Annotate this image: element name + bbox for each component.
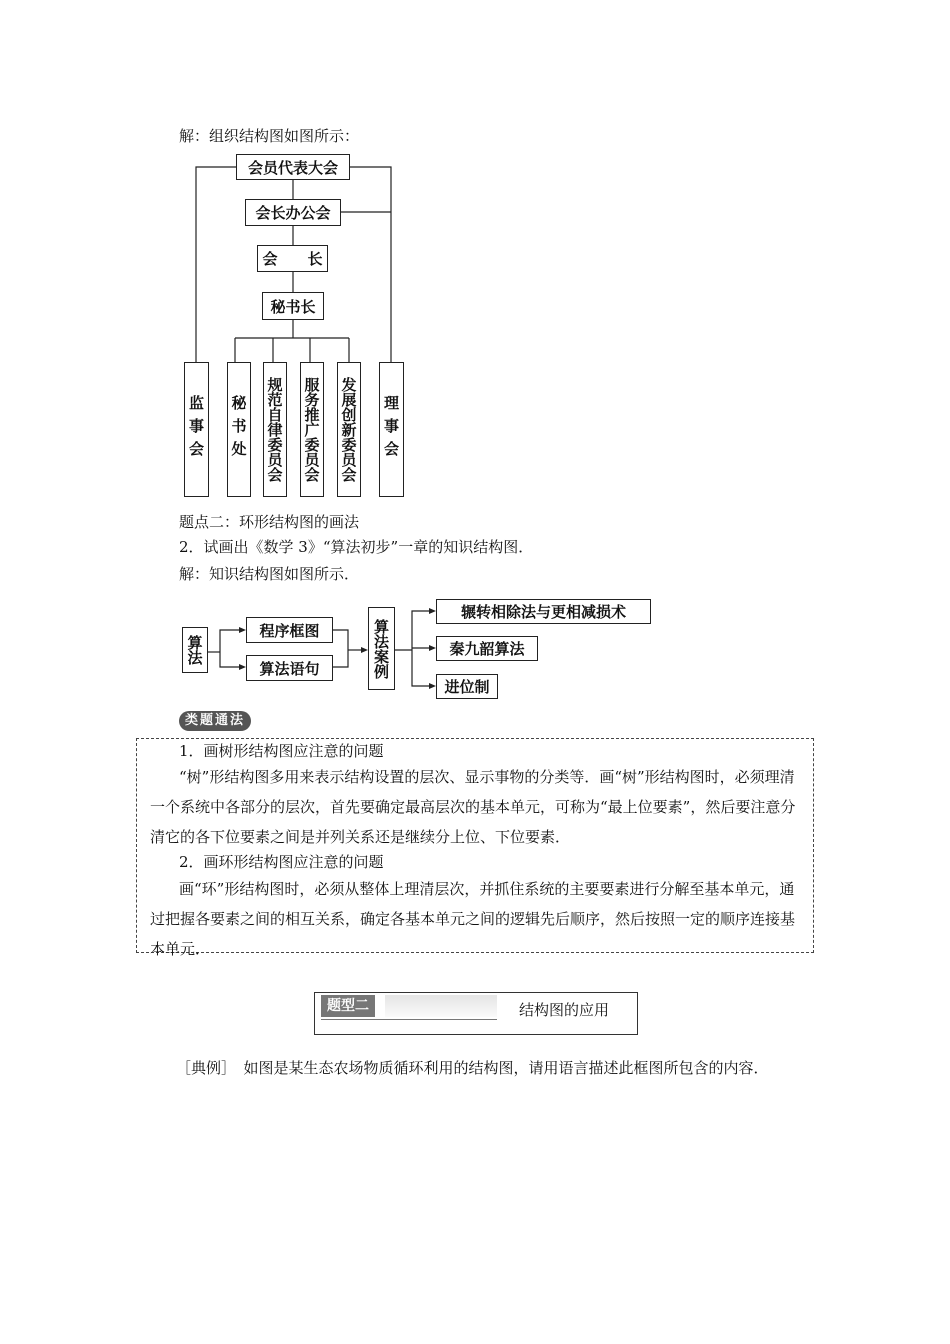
algo-box-statements: 算法语句 bbox=[246, 655, 333, 681]
example-text: ［典例］ 如图是某生态农场物质循环利用的结构图，请用语言描述此框图所包含的内容． bbox=[176, 1059, 769, 1077]
point-2-heading: 题点二：环形结构图的画法 bbox=[179, 513, 360, 531]
notes-heading-1: 1．画树形结构图应注意的问题 bbox=[179, 742, 384, 760]
org-box-committee-3: 发展创新委员会 bbox=[337, 362, 361, 497]
org-box-office: 会长办公会 bbox=[245, 199, 341, 226]
question-2: 2．试画出《数学 3》“算法初步”一章的知识结构图． bbox=[179, 538, 534, 556]
algo-box-base: 进位制 bbox=[436, 674, 498, 699]
notes-heading-2: 2．画环形结构图应注意的问题 bbox=[179, 853, 384, 871]
algo-box-root: 算法 bbox=[182, 627, 208, 673]
header-underline bbox=[321, 1019, 497, 1020]
org-box-top: 会员代表大会 bbox=[236, 154, 350, 180]
algo-box-flowchart: 程序框图 bbox=[246, 617, 333, 643]
solution-1-text: 解：组织结构图如图所示： bbox=[179, 127, 360, 145]
algo-box-qin: 秦九韶算法 bbox=[436, 636, 538, 661]
org-box-committee-2: 服务推广委员会 bbox=[300, 362, 324, 497]
algo-box-gcd: 辗转相除法与更相减损术 bbox=[436, 599, 651, 624]
solution-2-text: 解：知识结构图如图所示． bbox=[179, 565, 360, 583]
question-type-label: 题型二 bbox=[321, 995, 375, 1017]
method-badge: 类题通法 bbox=[179, 711, 251, 731]
notes-paragraph-2: 画“环”形结构图时，必须从整体上理清层次，并抓住系统的主要要素进行分解至基本单元，通过把握各要素之间的相互关系，确定各基本单元之间的逻辑先后顺序，然后按照一定的顺序连接基本单元． bbox=[150, 880, 796, 958]
org-box-secretariat: 秘书处 bbox=[227, 362, 251, 497]
org-box-supervisory: 监事会 bbox=[184, 362, 209, 497]
org-box-committee-1: 规范自律委员会 bbox=[263, 362, 287, 497]
org-box-council: 理事会 bbox=[379, 362, 404, 497]
notes-paragraph-1: “树”形结构图多用来表示结构设置的层次、显示事物的分类等．画“树”形结构图时，必须理清一个系统中各部分的层次，首先要确定最高层次的基本单元，可称为“最上位要素”，然后要注意分清它的各下位要素之间是并列关系还是继续分上位、下位要素． bbox=[150, 768, 796, 846]
question-type-header bbox=[314, 992, 638, 1035]
algo-box-cases: 算法案例 bbox=[368, 607, 395, 690]
header-gradient-bar bbox=[385, 995, 497, 1017]
question-type-title: 结构图的应用 bbox=[519, 1001, 610, 1019]
org-box-president: 会 长 bbox=[257, 245, 328, 272]
org-box-secretary-general: 秘书长 bbox=[262, 292, 324, 320]
